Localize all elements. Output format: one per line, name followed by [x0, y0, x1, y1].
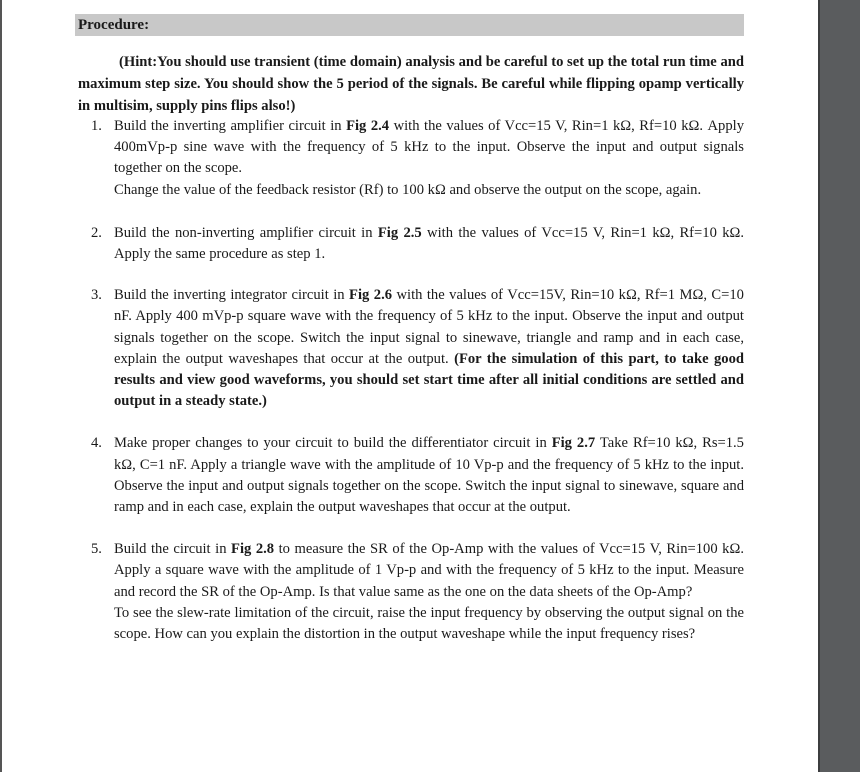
- step-text: Build the inverting amplifier circuit in Fig 2.4 with the values of Vcc=15 V, Rin=1 kΩ, Rf=10 kΩ. Apply 400mVp-p sine wave with the frequency of 5 kHz to the input. Observe the input and output signals together on the scope.: [114, 118, 744, 177]
- step-text: Make proper changes to your circuit to build the differentiator circuit in Fig 2.7 Take Rf=10 kΩ, Rs=1.5 kΩ, C=1 nF. Apply a triangle wave with the amplitude of 10 Vp-p and the frequency of 5 kHz to the input. Observe the input and output signals together on the scope. Switch the input signal to sinewave, square and ramp and in each case, explain the output waveshapes that occur at the output.: [114, 435, 744, 516]
- step-text: Build the non-inverting amplifier circuit in Fig 2.5 with the values of Vcc=15 V, Rin=1 kΩ, Rf=10 kΩ. Apply the same procedure as step 1.: [114, 224, 744, 263]
- section-header: [75, 14, 744, 36]
- step-number: 3.: [91, 287, 102, 304]
- figure-reference: Fig 2.8: [231, 541, 275, 558]
- figure-reference: Fig 2.4: [346, 118, 390, 134]
- procedure-list: [78, 116, 744, 645]
- step-item: [78, 285, 744, 412]
- figure-reference: Fig 2.6: [349, 287, 393, 304]
- hint-paragraph: (Hint:You should use transient (time domain) analysis and be careful to set up the total run time and maximum step size. You should show the 5 period of the signals. Be careful while flipping opamp vertically in multisim, supply pins flips also!): [78, 54, 744, 114]
- step-extra-text: Change the value of the feedback resistor (Rf) to 100 kΩ and observe the output on the scope, again.: [114, 181, 702, 198]
- simulation-note: (For the simulation of this part, to take good results and view good waveforms, you should set start time after all initial conditions are settled and output in a steady state.): [114, 350, 744, 410]
- section-title: Procedure:: [78, 17, 150, 33]
- figure-reference: Fig 2.7: [551, 435, 596, 452]
- step-item: [78, 223, 744, 265]
- step-extra-text: To see the slew-rate limitation of the circuit, raise the input frequency by observing the output signal on the scope. How can you explain the distortion in the output waveshape while the input frequency rises?: [114, 604, 744, 643]
- step-number: 1.: [91, 118, 102, 134]
- step-number: 2.: [91, 224, 102, 241]
- step-item: [78, 116, 744, 201]
- figure-reference: Fig 2.5: [377, 224, 422, 241]
- step-text: Build the circuit in Fig 2.8 to measure the SR of the Op-Amp with the values of Vcc=15 V, Rin=100 kΩ. Apply a square wave with the amplitude of 1 Vp-p and with the frequency of 5 kHz to the input. Measure and record the SR of the Op-Amp. Is that value same as the one on the data sheets of the Op-Amp?: [114, 541, 744, 600]
- step-text: Build the inverting integrator circuit in Fig 2.6 with the values of Vcc=15V, Rin=10 kΩ, Rf=1 MΩ, C=10 nF. Apply 400 mVp-p square wave with the frequency of 5 kHz to the input. Observe the input and output signals together on the scope. Switch the input signal to sinewave, triangle and ramp and in each case, explain the output waveshapes that occur at the output. (For the simulation of this part, to take good results and view good waveforms, you should set start time after all initial conditions are settled and output in a steady state.): [114, 287, 744, 410]
- viewer-side-panel: [818, 0, 860, 772]
- step-number: 5.: [91, 541, 102, 558]
- step-number: 4.: [91, 435, 102, 452]
- step-item: [78, 433, 744, 518]
- step-item: [78, 539, 744, 645]
